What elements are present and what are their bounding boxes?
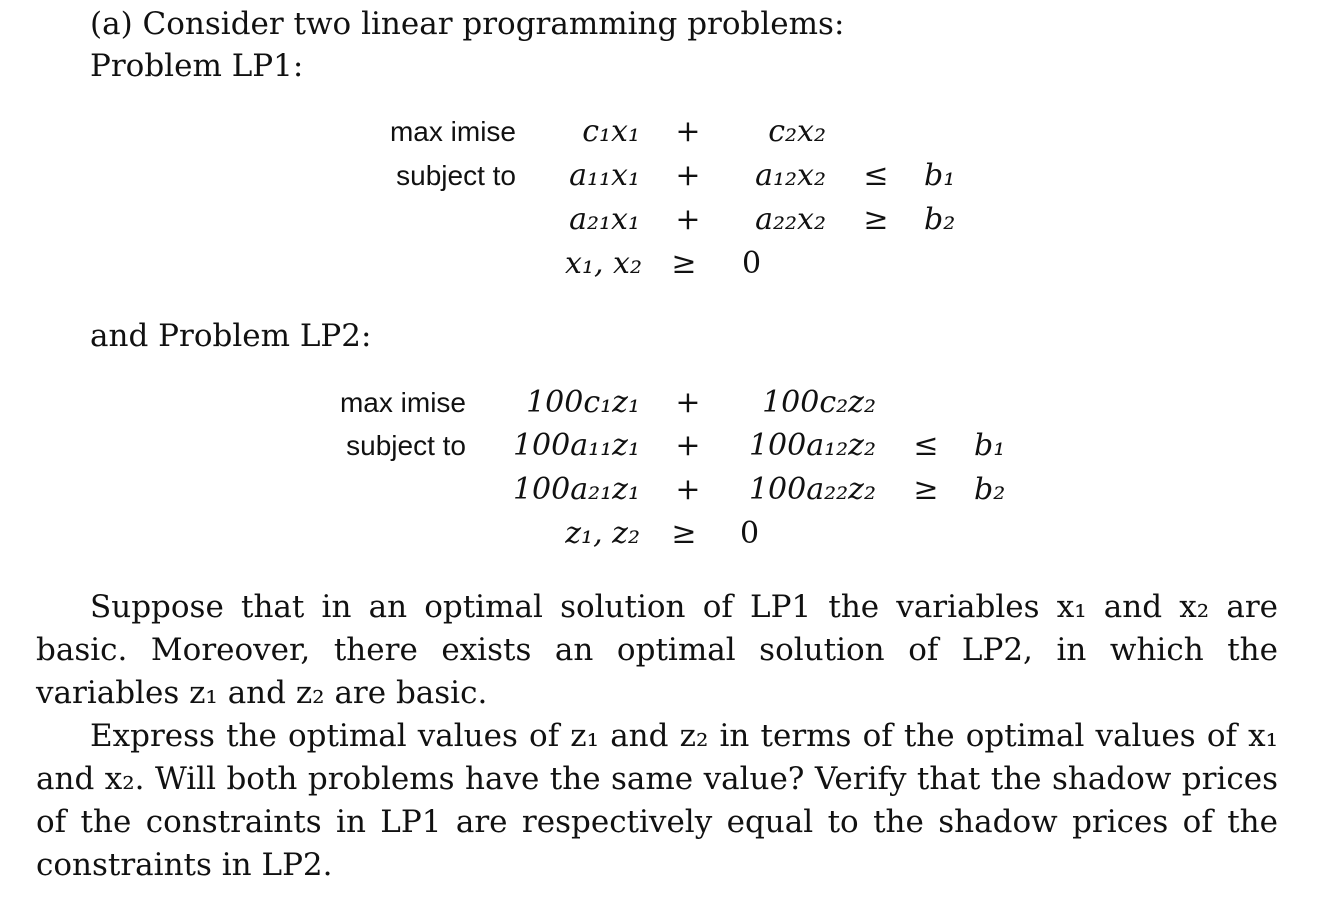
- lp2-c1-rhs: b₁: [974, 428, 1006, 463]
- lp1-nonneg-relation: ≥: [671, 246, 697, 281]
- lp1-c1-term1: a₁₁x₁: [569, 158, 640, 193]
- lp1-c2-term2: a₂₂x₂: [755, 202, 826, 237]
- lp1-maximise-keyword: max imise: [389, 116, 516, 147]
- lp2-c2-term1: 100a₂₁z₁: [512, 472, 640, 507]
- lp1-c1-term2: a₁₂x₂: [755, 158, 826, 193]
- lp2-nonneg-vars: z₁, z₂: [565, 516, 640, 551]
- lp1-nonneg-rhs: 0: [742, 246, 762, 281]
- lp2-c1-relation: ≤: [913, 428, 939, 463]
- lp1-label: Problem LP1:: [90, 48, 304, 84]
- lp1-objective-term1: c₁x₁: [582, 114, 640, 149]
- lp2-subject-to-keyword: subject to: [346, 430, 466, 461]
- lp2-nonneg-rhs: 0: [740, 516, 760, 551]
- lp1-objective-plus: +: [675, 114, 701, 149]
- lp2-c2-rhs: b₂: [974, 472, 1006, 507]
- lp2-nonneg-relation: ≥: [671, 516, 697, 551]
- paragraph-question: Express the optimal values of z₁ and z₂ in terms of the optimal values of x₁ and x₂. Will both problems have the same value? Verify that the shadow prices of the constraints in LP1 are respectively equal to the shadow prices of the constraints in LP2.: [36, 718, 1278, 883]
- lp2-maximise-keyword: max imise: [339, 387, 466, 418]
- lp2-c1-term1: 100a₁₁z₁: [512, 428, 640, 463]
- lp2-objective-plus: +: [675, 385, 701, 420]
- lp2-label: and Problem LP2:: [90, 318, 372, 354]
- lp1-subject-to-keyword: subject to: [396, 160, 516, 191]
- lp2-c2-plus: +: [675, 472, 701, 507]
- lp1-nonneg-vars: x₁, x₂: [565, 246, 642, 281]
- lp1-c2-term1: a₂₁x₁: [569, 202, 640, 237]
- lp2-c1-term2: 100a₁₂z₂: [748, 428, 876, 463]
- lp1-c2-relation: ≥: [863, 202, 889, 237]
- lp2-c2-relation: ≥: [913, 472, 939, 507]
- lp1-c2-plus: +: [675, 202, 701, 237]
- lp2-objective-term2: 100c₂z₂: [762, 385, 876, 420]
- paragraph-basic-variables: Suppose that in an optimal solution of LP1 the variables x₁ and x₂ are basic. Moreover, there exists an optimal solution of LP2, in which the variables z₁ and z₂ are basic.: [36, 589, 1278, 711]
- lp1-c1-plus: +: [675, 158, 701, 193]
- problem-heading: (a) Consider two linear programming problems:: [90, 6, 845, 42]
- lp1-c1-rhs: b₁: [924, 158, 956, 193]
- lp2-c1-plus: +: [675, 428, 701, 463]
- lp2-objective-term1: 100c₁z₁: [526, 385, 640, 420]
- lp1-c2-rhs: b₂: [924, 202, 956, 237]
- lp1-c1-relation: ≤: [863, 158, 889, 193]
- lp2-c2-term2: 100a₂₂z₂: [748, 472, 876, 507]
- lp1-objective-term2: c₂x₂: [768, 114, 826, 149]
